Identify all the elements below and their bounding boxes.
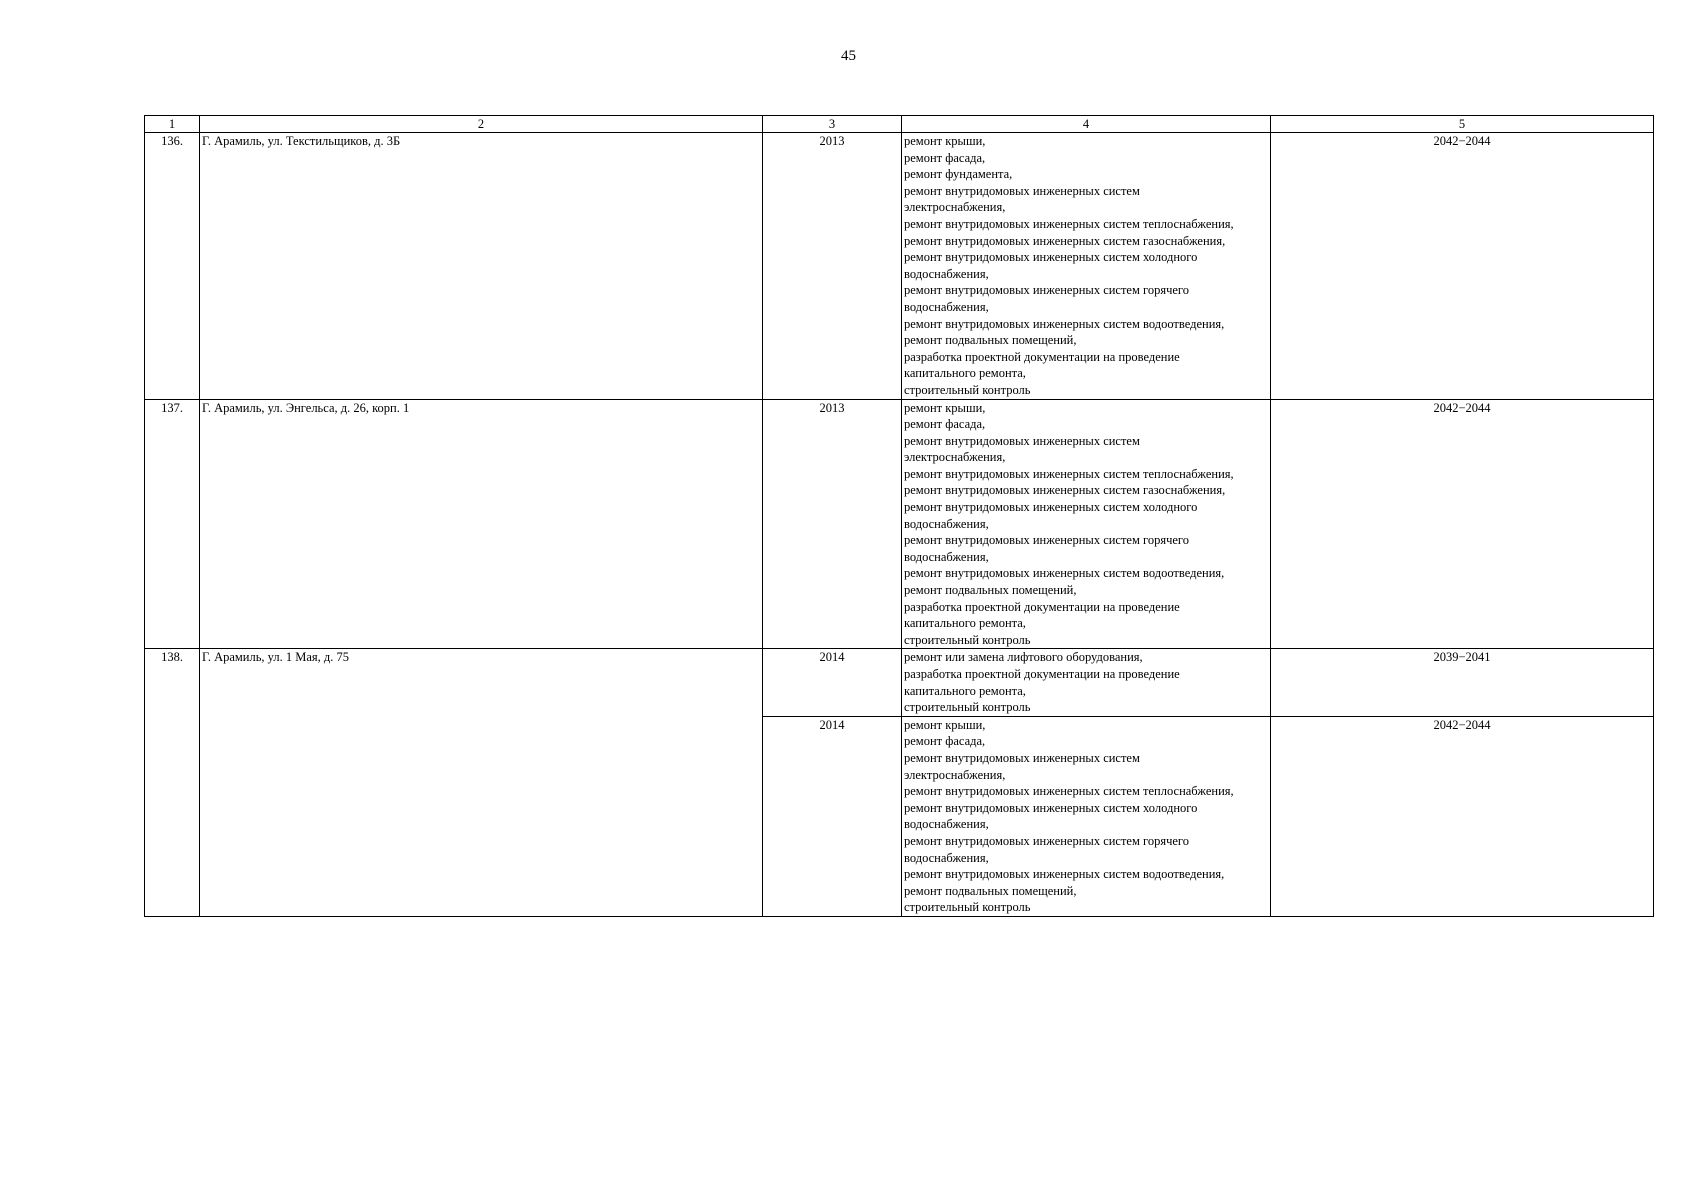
work-item: электроснабжения, xyxy=(904,767,1006,782)
table-row xyxy=(145,399,1654,649)
work-item: ремонт внутридомовых инженерных систем водоотведения, xyxy=(904,316,1225,331)
row-period: 2039−2041 xyxy=(1271,649,1654,716)
work-item: водоснабжения, xyxy=(904,266,989,281)
capital-repair-table xyxy=(144,115,1654,917)
work-item: ремонт фундамента, xyxy=(904,167,1013,182)
work-item: электроснабжения, xyxy=(904,450,1006,465)
row-year: 2013 xyxy=(763,399,902,649)
row-period: 2042−2044 xyxy=(1271,716,1654,916)
work-item: ремонт крыши, xyxy=(904,400,986,415)
work-item: ремонт подвальных помещений, xyxy=(904,333,1077,348)
row-number: 137. xyxy=(145,399,200,649)
row-works xyxy=(902,133,1271,400)
work-item: ремонт подвальных помещений, xyxy=(904,583,1077,598)
work-item: строительный контроль xyxy=(904,382,1031,397)
row-year: 2014 xyxy=(763,649,902,716)
work-item: ремонт внутридомовых инженерных систем горячего xyxy=(904,833,1189,848)
work-item: разработка проектной документации на проведение xyxy=(904,349,1180,364)
work-item: ремонт фасада, xyxy=(904,150,986,165)
work-item: строительный контроль xyxy=(904,632,1031,647)
row-works xyxy=(902,649,1271,716)
work-item: ремонт или замена лифтового оборудования, xyxy=(904,650,1143,665)
header-cell-5: 5 xyxy=(1271,116,1654,133)
row-works xyxy=(902,399,1271,649)
work-item: ремонт внутридомовых инженерных систем xyxy=(904,433,1140,448)
work-item: ремонт внутридомовых инженерных систем газоснабжения, xyxy=(904,483,1226,498)
row-period: 2042−2044 xyxy=(1271,133,1654,400)
table-body xyxy=(145,116,1654,917)
work-item: ремонт внутридомовых инженерных систем холодного xyxy=(904,800,1198,815)
work-item: ремонт крыши, xyxy=(904,717,986,732)
row-year: 2014 xyxy=(763,716,902,916)
work-item: электроснабжения, xyxy=(904,200,1006,215)
work-item: водоснабжения, xyxy=(904,817,989,832)
work-item: капитального ремонта, xyxy=(904,616,1026,631)
header-cell-4: 4 xyxy=(902,116,1271,133)
work-item: ремонт подвальных помещений, xyxy=(904,883,1077,898)
work-item: строительный контроль xyxy=(904,900,1031,915)
row-period: 2042−2044 xyxy=(1271,399,1654,649)
work-item: капитального ремонта, xyxy=(904,683,1026,698)
work-item: ремонт фасада, xyxy=(904,417,986,432)
row-address: Г. Арамиль, ул. 1 Мая, д. 75 xyxy=(200,649,763,917)
work-item: ремонт внутридомовых инженерных систем теплоснабжения, xyxy=(904,784,1234,799)
work-item: ремонт внутридомовых инженерных систем теплоснабжения, xyxy=(904,216,1234,231)
row-address: Г. Арамиль, ул. Энгельса, д. 26, корп. 1 xyxy=(200,399,763,649)
work-item: разработка проектной документации на проведение xyxy=(904,667,1180,681)
work-item: водоснабжения, xyxy=(904,299,989,314)
row-address: Г. Арамиль, ул. Текстильщиков, д. 3Б xyxy=(200,133,763,400)
work-item: капитального ремонта, xyxy=(904,366,1026,381)
work-item: строительный контроль xyxy=(904,700,1031,715)
work-item: ремонт внутридомовых инженерных систем горячего xyxy=(904,533,1189,548)
page-number: 45 xyxy=(841,48,856,64)
work-item: водоснабжения, xyxy=(904,516,989,531)
row-year: 2013 xyxy=(763,133,902,400)
row-number: 138. xyxy=(145,649,200,917)
table-row xyxy=(145,133,1654,400)
table-row xyxy=(145,649,1654,716)
work-item: ремонт внутридомовых инженерных систем водоотведения, xyxy=(904,566,1225,581)
work-item: ремонт фасада, xyxy=(904,734,986,749)
header-row xyxy=(145,116,1654,133)
work-item: водоснабжения, xyxy=(904,850,989,865)
work-item: ремонт внутридомовых инженерных систем xyxy=(904,750,1140,765)
header-cell-1: 1 xyxy=(145,116,200,133)
header-cell-2: 2 xyxy=(200,116,763,133)
header-cell-3: 3 xyxy=(763,116,902,133)
work-item: ремонт внутридомовых инженерных систем водоотведения, xyxy=(904,867,1225,882)
work-item: водоснабжения, xyxy=(904,549,989,564)
row-number: 136. xyxy=(145,133,200,400)
work-item: ремонт внутридомовых инженерных систем горячего xyxy=(904,283,1189,298)
work-item: разработка проектной документации на проведение xyxy=(904,599,1180,614)
work-item: ремонт внутридомовых инженерных систем теплоснабжения, xyxy=(904,466,1234,481)
row-works xyxy=(902,716,1271,916)
work-item: ремонт внутридомовых инженерных систем xyxy=(904,183,1140,198)
work-item: ремонт внутридомовых инженерных систем газоснабжения, xyxy=(904,233,1226,248)
work-item: ремонт крыши, xyxy=(904,134,986,148)
work-item: ремонт внутридомовых инженерных систем холодного xyxy=(904,250,1198,265)
work-item: ремонт внутридомовых инженерных систем холодного xyxy=(904,500,1198,515)
